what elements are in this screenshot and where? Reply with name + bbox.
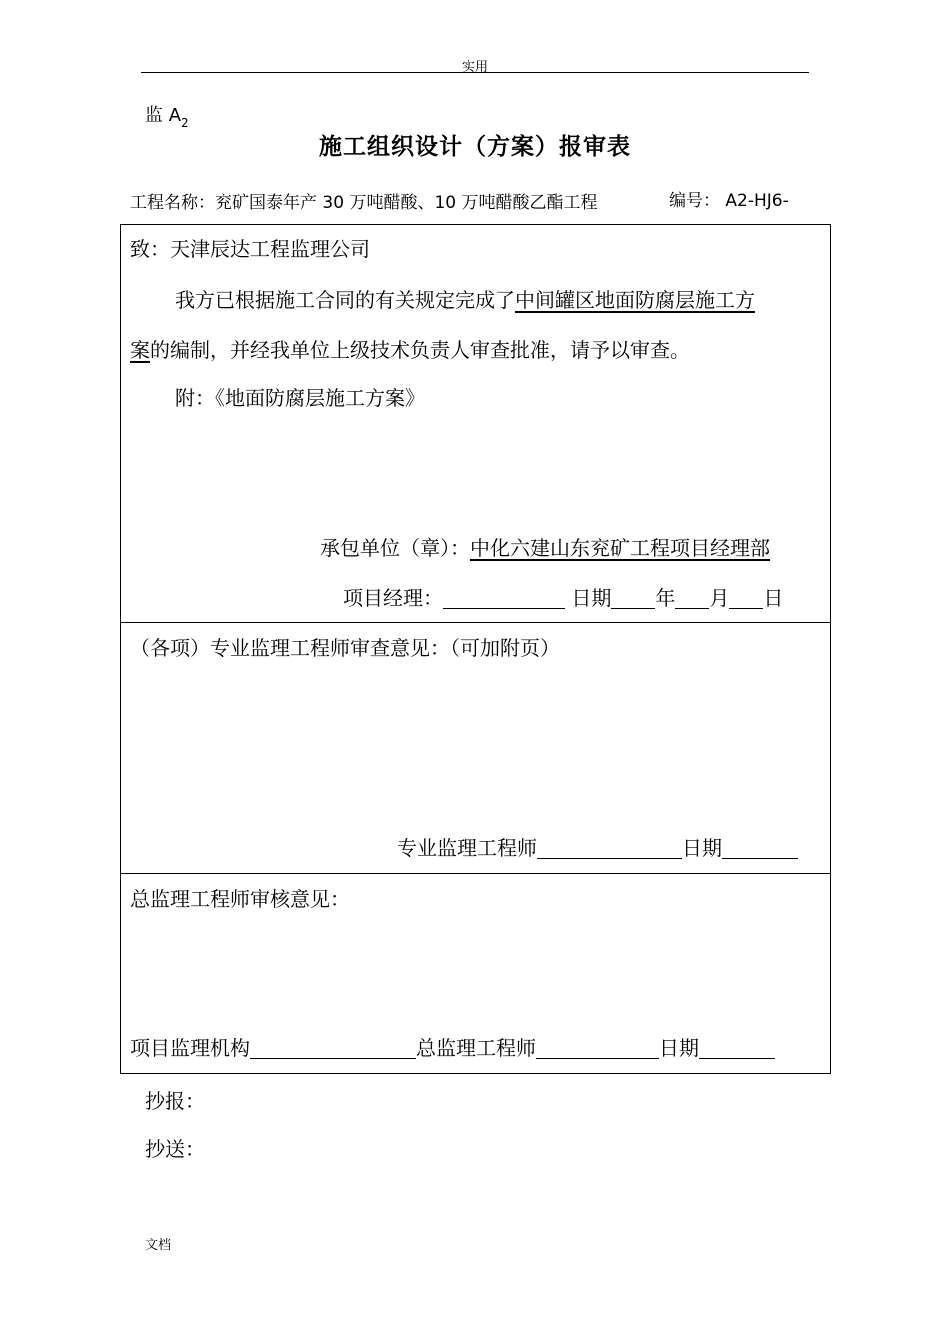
project-name: 工程名称：兖矿国泰年产 30 万吨醋酸、10 万吨醋酸乙酯工程 (130, 193, 598, 213)
page-footer-text: 文档 (145, 1238, 172, 1253)
section-divider-1 (120, 622, 831, 623)
chief-review-heading: 总监理工程师审核意见： (130, 887, 350, 911)
contractor-name: 中化六建山东兖矿工程项目经理部 (470, 536, 770, 560)
plan-name: 中间罐区地面防腐层施工方 (515, 288, 755, 312)
submission-statement-line2: 案的编制，并经我单位上级技术负责人审查批准，请予以审查。 (130, 338, 690, 362)
contractor-line: 承包单位（章）：中化六建山东兖矿工程项目经理部 (320, 536, 770, 560)
submission-statement-line1: 我方已根据施工合同的有关规定完成了中间罐区地面防腐层施工方 (175, 288, 755, 312)
addressee: 致：天津辰达工程监理公司 (130, 237, 370, 261)
document-code: 监 $A_2$ (145, 105, 189, 130)
engineer-signature-line: 专业监理工程师 日期 (397, 832, 798, 861)
report-to-label: 抄报： (145, 1089, 205, 1113)
copy-to-label: 抄送： (145, 1137, 205, 1161)
document-title: 施工组织设计（方案）报审表 (319, 134, 631, 160)
document-number: 编号： A2-HJ6- (669, 191, 789, 211)
pm-signature-line: 项目经理： 日期 年 月 日 (343, 586, 784, 610)
page-header-text: 实用 (461, 60, 488, 75)
chief-signature-line: 项目监理机构 总监理工程师 日期 (130, 1032, 775, 1061)
section-divider-2 (120, 873, 831, 874)
engineer-review-heading: （各项）专业监理工程师审查意见：（可加附页） (130, 636, 560, 660)
header-divider (141, 72, 809, 73)
attachment-note: 附：《地面防腐层施工方案》 (175, 386, 425, 410)
